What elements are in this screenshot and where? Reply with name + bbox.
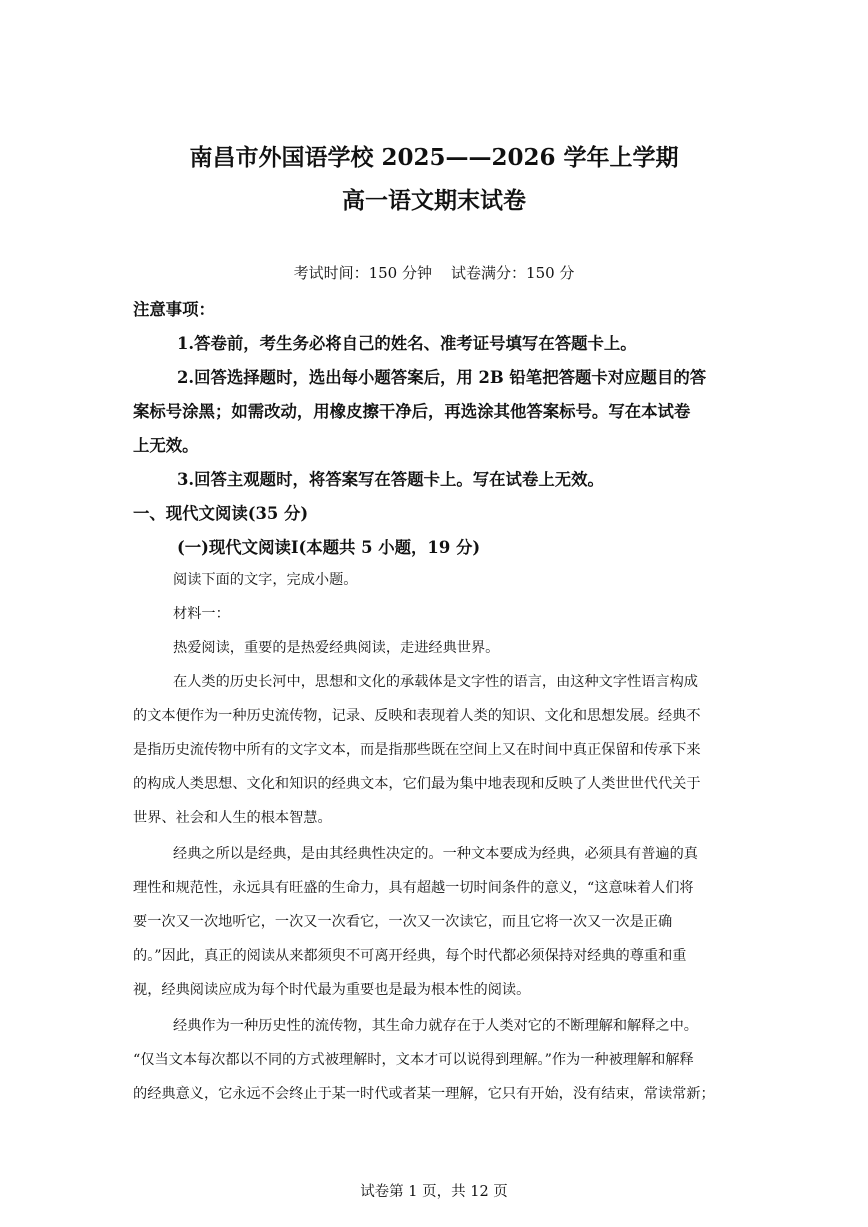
paragraph-1: 热爱阅读，重要的是热爱经典阅读，走进经典世界。 (173, 640, 500, 656)
paragraph-3-line: 的。”因此，真正的阅读从来都须臾不可离开经典，每个时代都必须保持对经典的尊重和重 (133, 948, 687, 964)
paragraph-3-line: 视，经典阅读应成为每个时代最为重要也是最为根本性的阅读。 (133, 982, 531, 998)
paragraph-4-line: “仅当文本每次都以不同的方式被理解时，文本才可以说得到理解。”作为一种被理解和解释 (133, 1052, 694, 1068)
reading-instruction: 阅读下面的文字，完成小题。 (173, 572, 358, 588)
notice-item-2-line3: 上无效。 (133, 436, 199, 455)
notice-item-3: 3.回答主观题时，将答案写在答题卡上。写在试卷上无效。 (177, 470, 604, 489)
exam-title-line1: 南昌市外国语学校 2025——2026 学年上学期 (189, 144, 679, 171)
exam-title-line2: 高一语文期末试卷 (342, 187, 526, 214)
paragraph-4-line: 的经典意义，它永远不会终止于某一时代或者某一理解，它只有开始，没有结束，常读常新； (133, 1086, 715, 1102)
paragraph-2-line: 的构成人类思想、文化和知识的经典文本，它们最为集中地表现和反映了人类世世代代关于 (133, 776, 701, 792)
paragraph-3-line: 理性和规范性，永远具有旺盛的生命力，具有超越一切时间条件的意义，“这意味着人们将 (133, 880, 694, 896)
paragraph-3-line: 经典之所以是经典，是由其经典性决定的。一种文本要成为经典，必须具有普遍的真 (173, 846, 698, 862)
paragraph-2-line: 世界、社会和人生的根本智慧。 (133, 810, 332, 826)
notice-item-2-line1: 2.回答选择题时，选出每小题答案后，用 2B 铅笔把答题卡对应题目的答 (177, 368, 707, 387)
notice-item-1: 1.答卷前，考生务必将自己的姓名、准考证号填写在答题卡上。 (177, 334, 637, 353)
exam-meta: 考试时间：150 分钟 试卷满分：150 分 (293, 264, 575, 282)
paragraph-4-line: 经典作为一种历史性的流传物，其生命力就存在于人类对它的不断理解和解释之中。 (173, 1018, 698, 1034)
paragraph-2-line: 在人类的历史长河中，思想和文化的承载体是文字性的语言，由这种文字性语言构成 (173, 674, 698, 690)
notice-item-2-line2: 案标号涂黑；如需改动，用橡皮擦干净后，再选涂其他答案标号。写在本试卷 (133, 402, 691, 421)
paragraph-2-line: 是指历史流传物中所有的文字文本，而是指那些既在空间上又在时间中真正保留和传承下来 (133, 742, 701, 758)
paragraph-2-line: 的文本便作为一种历史流传物，记录、反映和表现着人类的知识、文化和思想发展。经典不 (133, 708, 701, 724)
subsection-heading: (一)现代文阅读I(本题共 5 小题，19 分) (177, 538, 481, 557)
notice-heading: 注意事项： (133, 300, 215, 319)
page-footer: 试卷第 1 页，共 12 页 (360, 1184, 508, 1200)
paragraph-3-line: 要一次又一次地听它，一次又一次看它，一次又一次读它，而且它将一次又一次是正确 (133, 914, 673, 930)
section-heading: 一、现代文阅读(35 分) (133, 504, 309, 523)
material-label: 材料一： (173, 606, 230, 622)
